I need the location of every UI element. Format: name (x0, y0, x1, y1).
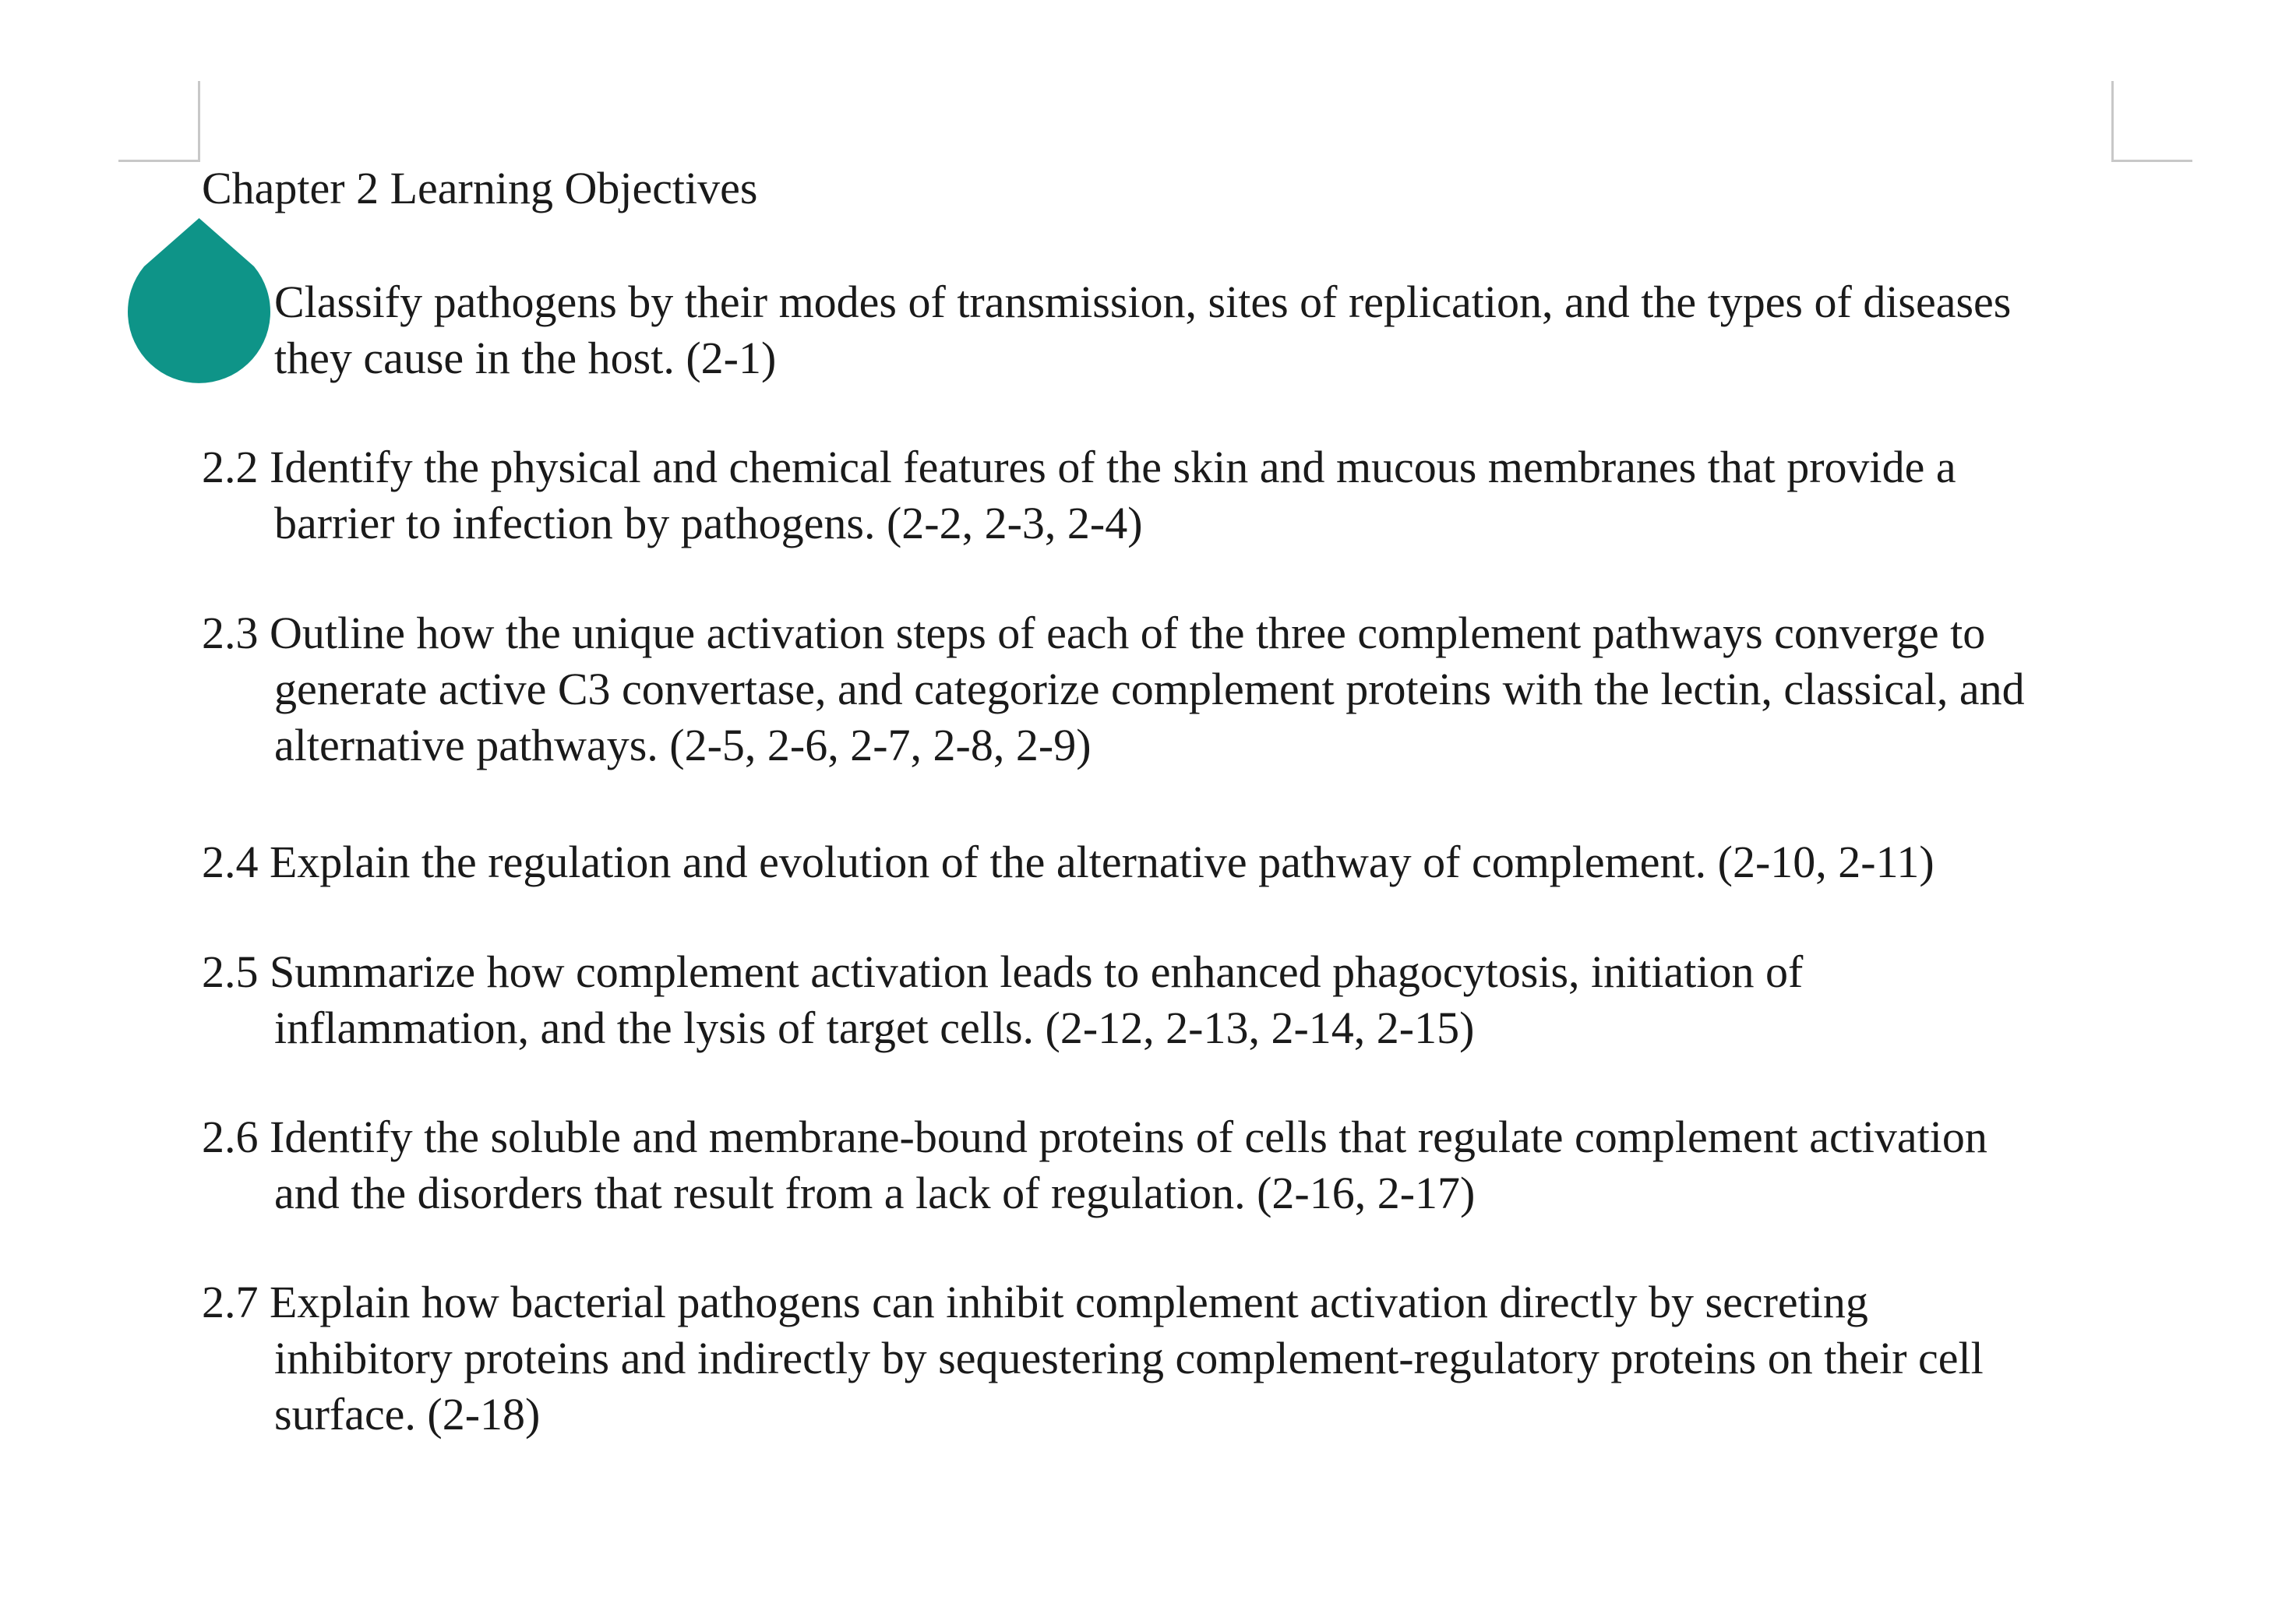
crop-mark-top-left-horizontal (118, 160, 199, 162)
objective-text-line: Explain the regulation and evolution of the alternative pathway of complement. (2-10, 2-11) (270, 837, 1934, 887)
objective-number: 2.2 (202, 442, 259, 492)
objective-text-line: Identify the physical and chemical features of the skin and mucous membranes that provide a (270, 442, 1956, 492)
objective-text-line: Outline how the unique activation steps of each of the three complement pathways converge to (270, 608, 1986, 658)
objective-text-line: Identify the soluble and membrane-bound proteins of cells that regulate complement activation (270, 1112, 1987, 1162)
objective-text-line: they cause in the host. (2-1) (274, 333, 777, 383)
objective-2-7 (202, 1274, 2118, 1443)
objective-text-line: Classify pathogens by their modes of transmission, sites of replication, and the types of diseases (274, 277, 2012, 327)
objective-number: 2.3 (202, 608, 259, 658)
objective-2-6 (202, 1109, 2118, 1221)
crop-mark-top-right-horizontal (2111, 160, 2192, 162)
objective-number: 2.5 (202, 946, 259, 997)
crop-mark-top-right-vertical (2111, 81, 2114, 162)
objective-2-2 (202, 439, 2118, 551)
objective-2-4 (202, 834, 2118, 890)
objective-text-line: Explain how bacterial pathogens can inhibit complement activation directly by secreting (270, 1277, 1868, 1327)
objective-number: 2.4 (202, 837, 259, 887)
objective-text-line: barrier to infection by pathogens. (2-2, 2-3, 2-4) (274, 498, 1143, 548)
page-title: Chapter 2 Learning Objectives (202, 163, 758, 213)
objective-2-1 (202, 274, 2118, 386)
crop-mark-top-left-vertical (198, 81, 200, 162)
objective-text-line: inhibitory proteins and indirectly by sequestering complement-regulatory proteins on their cell (274, 1333, 1984, 1383)
objective-text-line: Summarize how complement activation leads to enhanced phagocytosis, initiation of (270, 946, 1804, 997)
objective-2-5 (202, 944, 2118, 1056)
objective-number: 2.6 (202, 1112, 259, 1162)
objective-number: 2.7 (202, 1277, 259, 1327)
objective-text-line: and the disorders that result from a lack of regulation. (2-16, 2-17) (274, 1168, 1476, 1218)
objective-text-line: inflammation, and the lysis of target cells. (2-12, 2-13, 2-14, 2-15) (274, 1003, 1475, 1053)
objective-2-3 (202, 605, 2118, 773)
objective-text-line: generate active C3 convertase, and categorize complement proteins with the lectin, classical, and (274, 664, 2025, 714)
objective-text-line: surface. (2-18) (274, 1389, 541, 1440)
objective-text-line: alternative pathways. (2-5, 2-6, 2-7, 2-8, 2-9) (274, 720, 1092, 770)
